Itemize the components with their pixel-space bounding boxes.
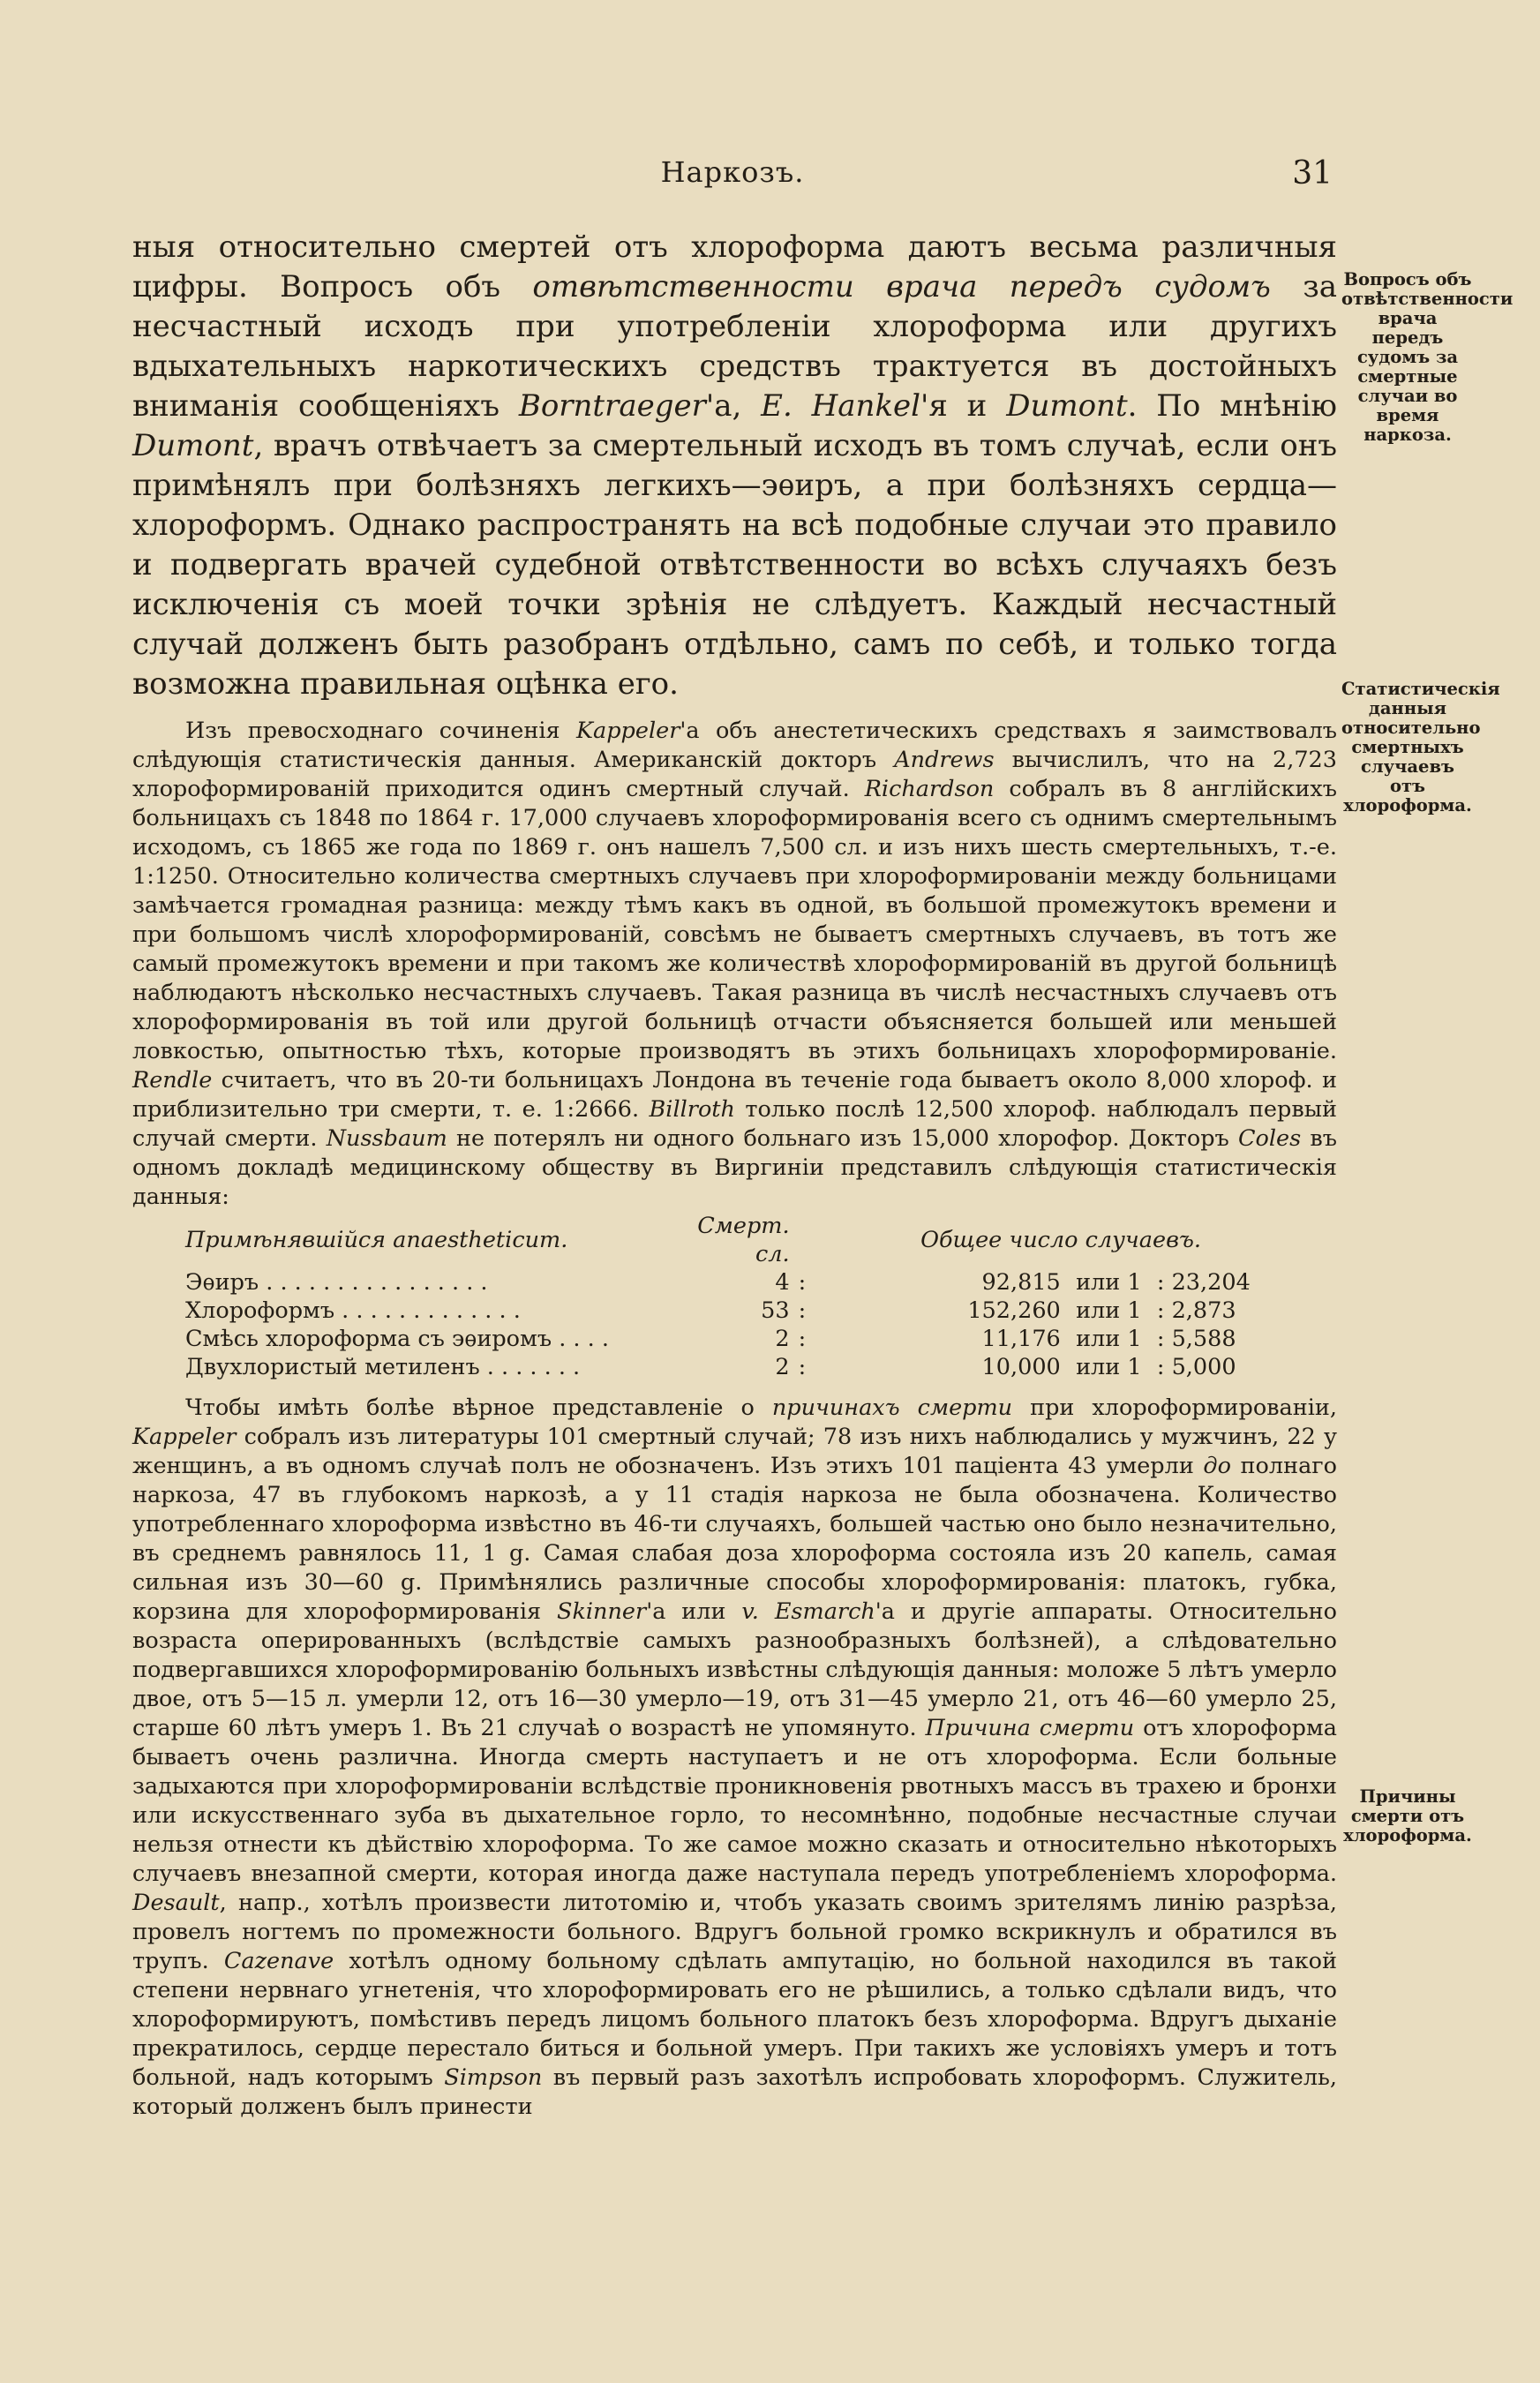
death-count: 4 [775, 1269, 790, 1296]
colon-separator: : [798, 1326, 807, 1352]
anaesthetic-stats-table [185, 1212, 1288, 1381]
side-note-causes: Причины смерти отъ хлороформа. [1343, 1786, 1472, 1846]
colon-separator: : [798, 1269, 807, 1296]
table-header-row [185, 1212, 1288, 1268]
ratio-prefix: или 1 [1076, 1354, 1142, 1380]
total-cases: 152,260 [967, 1297, 1061, 1324]
table-row [185, 1353, 1288, 1381]
header-anaesthetic: Примѣнявшійся anaesthеticum. [185, 1227, 568, 1253]
side-note-responsibility: Вопросъ объ отвѣтственности врача передъ судомъ за смертные случаи во время наркоза. [1341, 269, 1514, 445]
death-count: 2 [775, 1326, 790, 1352]
ratio-value: : 5,588 [1156, 1326, 1236, 1352]
total-cases: 10,000 [981, 1354, 1061, 1380]
paragraph-responsibility: ныя относительно смертей отъ хлороформа даютъ весьма различныя цифры. Вопросъ объ отвѣтственности врача передъ судомъ за несчастный исходъ при употребленіи хлороформа или другихъ вдыхательныхъ наркотическихъ средствъ трактуется въ достойныхъ вниманія сообщеніяхъ Borntraeger'а, E. Hankel'я и Dumont. По мнѣнію Dumont, врачъ отвѣчаетъ за смертельный исходъ въ томъ случаѣ, если онъ примѣнялъ при болѣзняхъ легкихъ—эѳиръ, а при болѣзняхъ сердца—хлороформъ. Однако распространять на всѣ подобные случаи это правило и подвергать врачей судебной отвѣтственности во всѣхъ случаяхъ безъ исключенія съ моей точки зрѣнія не слѣдуетъ. Каждый несчастный случай долженъ быть разобранъ отдѣльно, самъ по себѣ, и только тогда возможна правильная оцѣнка его. [132, 229, 1338, 702]
death-count: 53 [761, 1297, 790, 1324]
table-row [185, 1268, 1288, 1297]
table-row [185, 1325, 1288, 1353]
anaesthetic-name: Смѣсь хлороформа съ эѳиромъ . . . . [185, 1326, 609, 1352]
ratio-prefix: или 1 [1076, 1326, 1142, 1352]
running-header [132, 155, 1333, 199]
paragraph-causes: Чтобы имѣть болѣе вѣрное представленіе о причинахъ смерти при хлороформированіи, Kappeler собралъ изъ литературы 101 смертный случай; 78 изъ нихъ наблюдались у мужчинъ, 22 у женщинъ, а въ одномъ случаѣ полъ не обозначенъ. Изъ этихъ 101 паціента 43 умерли до полнаго наркоза, 47 въ глубокомъ наркозѣ, а у 11 стадія наркоза не была обозначена. Количество употребленнаго хлороформа извѣстно въ 46-ти случаяхъ, большей частью оно было незначительно, въ среднемъ равнялось 11, 1 g. Самая слабая доза хлороформа состояла изъ 20 капель, самая сильная изъ 30—60 g. Примѣнялись различные способы хлороформированія: платокъ, губка, корзина для хлороформированія Skinner'а или v. Esmarch'а и другіе аппараты. Относительно возраста оперированныхъ (вслѣдствіе самыхъ разнообразныхъ болѣзней), а слѣдовательно подвергавшихся хлороформированію больныхъ извѣстны слѣдующія данныя: моложе 5 лѣтъ умерло двое, отъ 5—15 л. умерли 12, отъ 16—30 умерло—19, отъ 31—45 умерло 21, отъ 46—60 умерло 25, старше 60 лѣтъ умеръ 1. Въ 21 случаѣ о возрастѣ не упомянуто. Причина смерти отъ хлороформа бываетъ очень различна. Иногда смерть наступаетъ и не отъ хлороформа. Если больные задыхаются при хлороформированіи вслѣдствіе проникновенія рвотныхъ массъ въ трахею и бронхи или искусственнаго зуба въ дыхательное горло, то несомнѣнно, подобные несчастные случаи нельзя отнести къ дѣйствію хлороформа. То же самое можно сказать и относительно нѣкоторыхъ случаевъ внезапной смерти, которая иногда даже наступала передъ употребленіемъ хлороформа. Desault, напр., хотѣлъ произвести литотомію и, чтобъ указать своимъ зрителямъ линію разрѣза, провелъ ногтемъ по промежности больного. Вдругъ больной громко вскрикнулъ и обратился въ трупъ. Cazenave хотѣлъ одному больному сдѣлать ампутацію, но больной находился въ такой степени нервнаго угнетенія, что хлороформировать его не рѣшились, а только сдѣлали видъ, что хлороформируютъ, помѣстивъ передъ лицомъ больного платокъ безъ хлороформа. Вдругъ дыханіе прекратилось, сердце перестало биться и больной умеръ. При такихъ же условіяхъ умеръ и тотъ больной, надъ которымъ Simpson въ первый разъ захотѣлъ испробовать хлороформъ. Служитель, который долженъ былъ принести [132, 1394, 1338, 2120]
ratio-prefix: или 1 [1076, 1297, 1142, 1324]
colon-separator: : [798, 1354, 807, 1380]
table-row [185, 1297, 1288, 1325]
paragraph-statistics: Изъ превосходнаго сочиненія Kappeler'а объ анестетическихъ средствахъ я заимствовалъ слѣдующія статистическія данныя. Американскій докторъ Andrews вычислилъ, что на 2,723 хлороформированій приходится одинъ смертный случай. Richardson собралъ въ 8 англійскихъ больницахъ съ 1848 по 1864 г. 17,000 случаевъ хлороформированія всего съ однимъ смертельнымъ исходомъ, съ 1865 же года по 1869 г. онъ нашелъ 7,500 сл. и изъ нихъ шесть смертельныхъ, т.-е. 1:1250. Относительно количества смертныхъ случаевъ при хлороформированіи между больницами замѣчается громадная разница: между тѣмъ какъ въ одной, въ большой промежутокъ времени и при большомъ числѣ хлороформированій, совсѣмъ не бываетъ смертныхъ случаевъ, въ тотъ же самый промежутокъ времени и при такомъ же количествѣ хлороформированій въ другой больницѣ наблюдаютъ нѣсколько несчастныхъ случаевъ. Такая разница въ числѣ несчастныхъ случаевъ отъ хлороформированія въ той или другой больницѣ отчасти объясняется большей или меньшей ловкостью, опытностью тѣхъ, которые производятъ въ этихъ больницахъ хлороформированіе. Rendle считаетъ, что въ 20-ти больницахъ Лондона въ теченіе года бываетъ около 8,000 хлороф. и приблизительно три смерти, т. е. 1:2666. Billroth только послѣ 12,500 хлороф. наблюдалъ первый случай смерти. Nussbaum не потерялъ ни одного больнаго изъ 15,000 хлорофор. Докторъ Coles въ одномъ докладѣ медицинскому обществу въ Виргиніи представилъ слѣдующія статистическія данныя: [132, 718, 1338, 1210]
death-count: 2 [775, 1354, 790, 1380]
total-cases: 92,815 [981, 1269, 1061, 1296]
main-text [132, 228, 1337, 2122]
colon-separator: : [798, 1297, 807, 1324]
ratio-prefix: или 1 [1076, 1269, 1142, 1296]
ratio-value: : 5,000 [1156, 1354, 1236, 1380]
side-note-statistics: Статистическія данныя относительно смертныхъ случаевъ отъ хлороформа. [1341, 679, 1500, 816]
page-number: 31 [1292, 155, 1333, 192]
header-deaths: Смерт. сл. [697, 1213, 790, 1267]
anaesthetic-name: Хлороформъ . . . . . . . . . . . . . [185, 1297, 521, 1324]
running-title: Наркозъ. [660, 155, 805, 189]
total-cases: 11,176 [981, 1326, 1061, 1352]
anaesthetic-name: Двухлористый метиленъ . . . . . . . [185, 1354, 581, 1380]
ratio-value: : 23,204 [1156, 1269, 1251, 1296]
header-total: Общее число случаевъ. [920, 1227, 1202, 1253]
anaesthetic-name: Эѳиръ . . . . . . . . . . . . . . . . [185, 1269, 488, 1296]
ratio-value: : 2,873 [1156, 1297, 1236, 1324]
